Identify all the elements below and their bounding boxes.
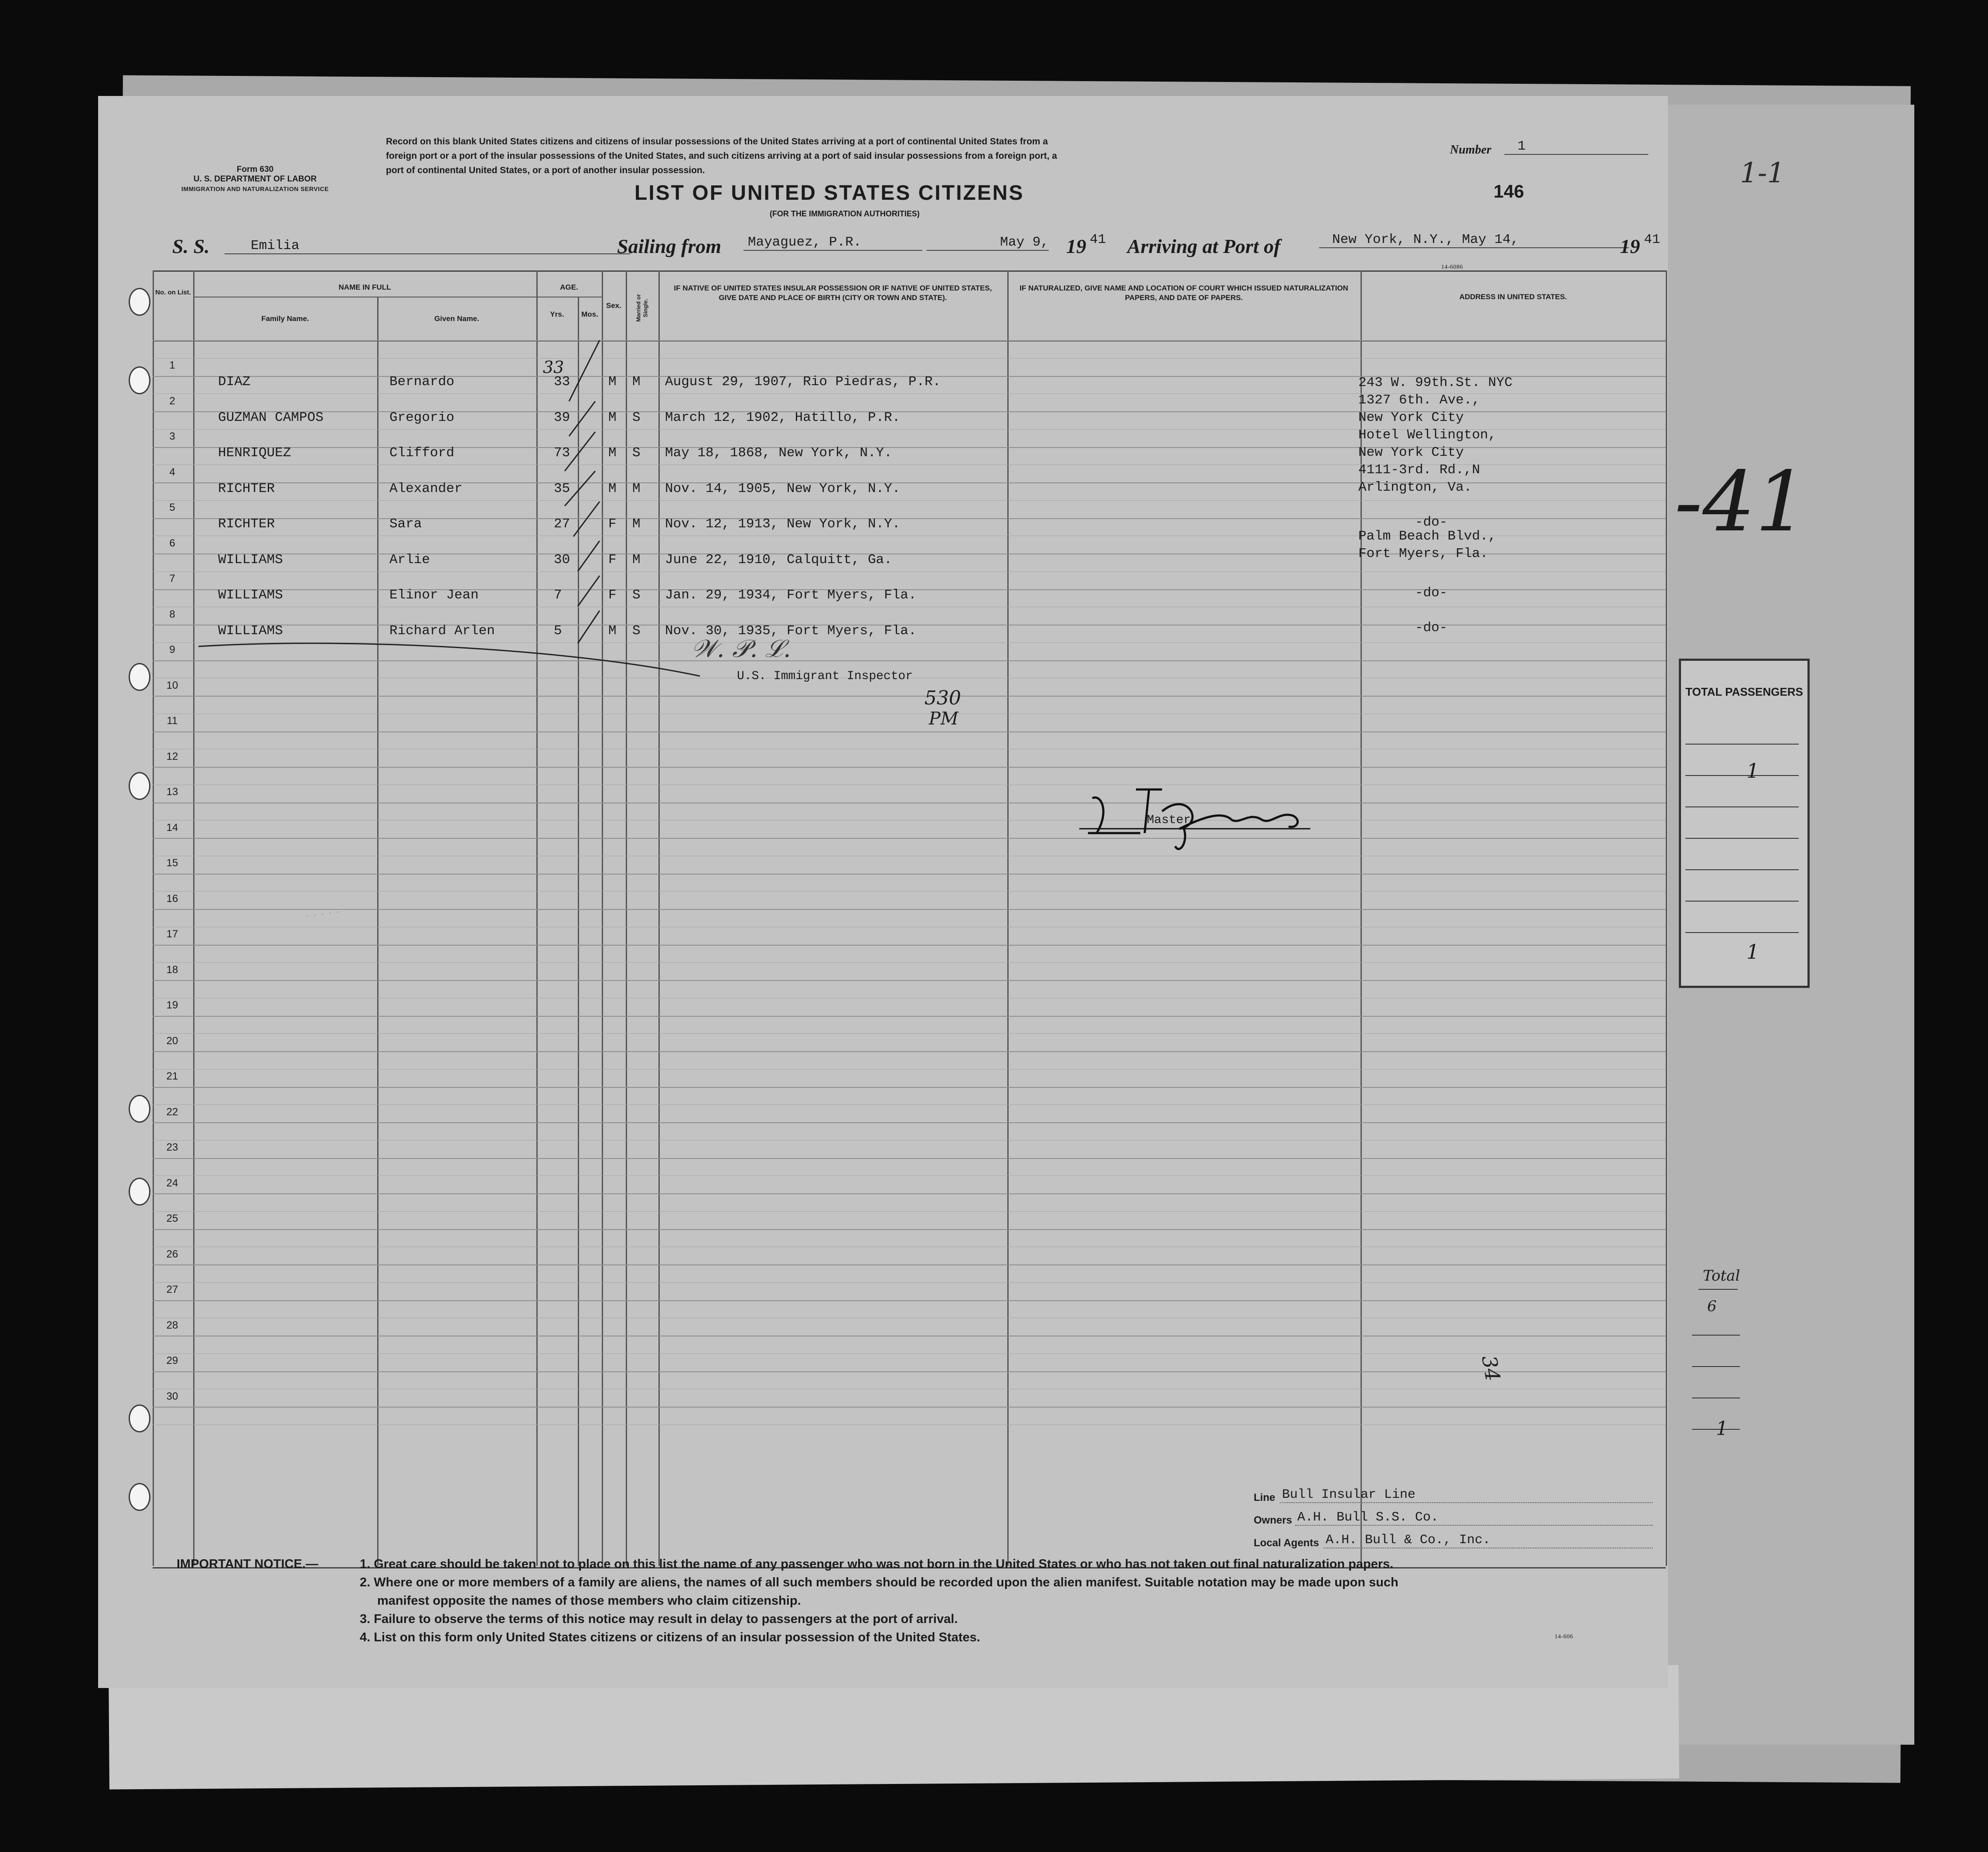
tick-mark <box>578 541 600 571</box>
row-subrule <box>153 1069 1666 1070</box>
given-name: Arlie <box>389 552 430 567</box>
address-line: -do- <box>1415 515 1448 530</box>
time-note: 530 <box>924 687 961 709</box>
given-name: Bernardo <box>389 374 454 390</box>
owners-label: Owners <box>1254 1514 1292 1526</box>
line-value: Bull Insular Line <box>1280 1487 1653 1503</box>
marital-status: S <box>632 588 641 603</box>
arrival-year-prefix: 19 <box>1620 235 1640 257</box>
birth-date-place: March 12, 1902, Hatillo, P.R. <box>665 410 900 425</box>
age-years: 30 <box>554 552 570 567</box>
margin-mark-mid: -41 <box>1674 454 1808 550</box>
row-rule <box>153 1193 1666 1194</box>
marital-status: S <box>632 410 641 425</box>
ship-name: Emilia <box>225 238 630 254</box>
col-header-family: Family Name. <box>261 314 309 323</box>
given-name: Sara <box>389 516 422 532</box>
row-number: 4 <box>169 466 175 478</box>
col-header-sex: Sex. <box>606 301 621 310</box>
time-note-pm: PM <box>929 709 958 729</box>
col-header-native: IF NATIVE OF UNITED STATES INSULAR POSSESSION OR IF NATIVE OF UNITED STATES, GIVE DATE AND PLACE OF BIRTH (CITY OR TOWN AND STATE). <box>674 284 992 302</box>
row-subrule <box>153 1353 1666 1354</box>
marital-status: M <box>632 516 641 532</box>
family-name: RICHTER <box>218 516 275 532</box>
margin-mark-top: 1-1 <box>1740 157 1785 189</box>
total-label: Total <box>1703 1267 1740 1285</box>
total-box-rule <box>1685 838 1799 839</box>
age-years: 7 <box>554 588 562 603</box>
row-number: 6 <box>169 537 175 549</box>
address-line: New York City <box>1358 445 1464 460</box>
closing-line <box>198 643 700 676</box>
col-header-married: Married or Single. <box>635 294 649 322</box>
instruction-line: foreign port or a port of the insular possessions of the United States, and such citizens arriving at a port of said insular possessions from a foreign port, a <box>386 151 1057 161</box>
family-name: WILLIAMS <box>218 623 283 639</box>
sex: F <box>608 552 617 567</box>
row-rule <box>153 1016 1666 1017</box>
total-box-rule <box>1685 869 1799 870</box>
sex: M <box>608 445 617 461</box>
row-rule <box>153 1087 1666 1088</box>
sex: F <box>608 516 617 532</box>
punch-hole <box>129 1095 150 1123</box>
family-name: WILLIAMS <box>218 552 283 567</box>
col-header-name: NAME IN FULL <box>338 283 391 291</box>
col-header-no: No. on List. <box>155 289 191 296</box>
master-signature <box>1075 772 1319 859</box>
row-rule <box>153 909 1666 910</box>
row-number: 22 <box>166 1106 178 1118</box>
row-subrule <box>153 1140 1666 1141</box>
row-number: 3 <box>169 431 175 442</box>
row-number: 14 <box>166 821 178 834</box>
col-header-naturalized: IF NATURALIZED, GIVE NAME AND LOCATION OF COURT WHICH ISSUED NATURALIZATION PAPERS, AND DATE OF PAPERS. <box>1020 284 1348 302</box>
form-number: Form 630 <box>236 165 274 174</box>
faint-stamp: · · · · · <box>304 905 341 924</box>
row-number: 19 <box>166 999 178 1011</box>
col-header-yrs: Yrs. <box>550 310 564 318</box>
birth-date-place: Jan. 29, 1934, Fort Myers, Fla. <box>665 588 917 603</box>
notice-item: 2. Where one or more members of a family are aliens, the names of all such members should be recorded upon the alien manifest. Suitable notation may be made upon such <box>360 1575 1398 1589</box>
notice-code: 14-606 <box>1555 1633 1573 1640</box>
age-years: 39 <box>554 410 570 425</box>
row-number: 23 <box>166 1141 178 1153</box>
address-line: Arlington, Va. <box>1358 480 1472 495</box>
number-value: 1 <box>1504 139 1648 155</box>
row-rule <box>153 1158 1666 1159</box>
age-years: 35 <box>554 481 570 496</box>
given-name: Richard Arlen <box>389 623 495 639</box>
row-rule <box>153 1122 1666 1123</box>
row-number: 2 <box>169 395 175 407</box>
ink-marks <box>98 96 1668 837</box>
sheet-number: 146 <box>1494 181 1524 202</box>
marital-status: M <box>632 552 641 567</box>
row-subrule <box>153 1033 1666 1034</box>
owners-value: A.H. Bull S.S. Co. <box>1295 1510 1653 1526</box>
row-subrule <box>153 962 1666 963</box>
manifest-page <box>98 96 1668 1688</box>
row-subrule <box>153 1104 1666 1105</box>
row-number: 25 <box>166 1213 178 1224</box>
row-number: 17 <box>166 928 178 940</box>
marital-status: M <box>632 374 641 390</box>
row-number: 29 <box>166 1355 178 1367</box>
instruction-line: port of continental United States, or a port of another insular possession. <box>386 165 705 175</box>
birth-date-place: May 18, 1868, New York, N.Y. <box>665 445 892 461</box>
row-rule <box>153 874 1666 875</box>
given-name: Elinor Jean <box>389 588 479 603</box>
col-header-address: ADDRESS IN UNITED STATES. <box>1459 293 1567 301</box>
ss-label: S. S. <box>172 235 210 257</box>
row-number: 26 <box>166 1248 178 1260</box>
row-rule <box>153 838 1666 839</box>
page-title: LIST OF UNITED STATES CITIZENS <box>634 181 1024 205</box>
row-number: 16 <box>166 892 178 905</box>
page-mark: 34 <box>1477 1353 1505 1383</box>
address-line: 243 W. 99th.St. NYC <box>1358 375 1513 390</box>
notice-item: 4. List on this form only United States citizens or citizens of an insular possession of the United States. <box>360 1630 980 1644</box>
col-header-mos: Mos. <box>581 310 598 318</box>
tally-rule <box>1692 1366 1740 1367</box>
family-name: HENRIQUEZ <box>218 445 291 461</box>
notice-item: 1. Great care should be taken not to place on this list the name of any passenger who was not born in the United States or who has not taken out final naturalization papers. <box>360 1557 1394 1571</box>
notice-item: manifest opposite the names of those members who claim citizenship. <box>377 1594 801 1608</box>
department-name: U. S. DEPARTMENT OF LABOR <box>193 174 317 184</box>
birth-date-place: Nov. 14, 1905, New York, N.Y. <box>665 481 900 496</box>
address-line: Hotel Wellington, <box>1358 427 1497 443</box>
marital-status: M <box>632 481 641 496</box>
master-label: Master <box>1147 813 1191 827</box>
row-subrule <box>153 1175 1666 1176</box>
row-number: 13 <box>166 786 178 798</box>
address-line: 1327 6th. Ave., <box>1358 393 1480 408</box>
total-box-rule <box>1685 901 1799 902</box>
marital-status: S <box>632 445 641 461</box>
tick-mark <box>569 401 595 436</box>
row-number: 11 <box>167 715 178 727</box>
row-number: 30 <box>166 1390 178 1402</box>
notice-heading: IMPORTANT NOTICE.— <box>177 1557 318 1571</box>
given-name: Clifford <box>389 445 454 461</box>
family-name: DIAZ <box>218 374 251 390</box>
tick-mark <box>573 502 600 536</box>
sex: M <box>608 410 617 425</box>
row-rule <box>153 1229 1666 1230</box>
row-number: 7 <box>169 573 175 584</box>
sex: F <box>608 588 617 603</box>
row-number: 28 <box>166 1319 178 1331</box>
row-rule <box>153 980 1666 981</box>
row-number: 8 <box>169 608 175 620</box>
row-rule <box>153 1371 1666 1372</box>
birth-date-place: Nov. 30, 1935, Fort Myers, Fla. <box>665 623 917 639</box>
address-line: 4111-3rd. Rd.,N <box>1358 462 1480 478</box>
row-rule <box>153 1264 1666 1265</box>
total-box-title: TOTAL PASSENGERS <box>1685 685 1803 698</box>
address-line: -do- <box>1415 620 1448 636</box>
sex: M <box>608 374 617 390</box>
total-passengers-box <box>1679 659 1810 988</box>
service-name: IMMIGRATION AND NATURALIZATION SERVICE <box>181 185 329 192</box>
total-value: 6 <box>1707 1298 1717 1315</box>
total-box-rule <box>1685 806 1799 807</box>
total-box-rule <box>1685 932 1799 933</box>
punch-hole <box>129 1483 150 1511</box>
punch-hole <box>129 1404 150 1432</box>
row-rule <box>153 1407 1666 1408</box>
tally-mark: 1 <box>1716 1418 1728 1440</box>
departure-year-prefix: 19 <box>1066 235 1086 257</box>
sex: M <box>608 481 617 496</box>
row-number: 1 <box>169 359 175 371</box>
page-subtitle: (FOR THE IMMIGRATION AUTHORITIES) <box>770 209 920 218</box>
tick-mark <box>565 432 595 471</box>
row-number: 18 <box>166 964 178 976</box>
agents-value: A.H. Bull & Co., Inc. <box>1323 1533 1653 1548</box>
row-number: 10 <box>166 679 178 691</box>
address-line: New York City <box>1358 410 1464 425</box>
printer-code: 14-6086 <box>1441 264 1463 270</box>
family-name: WILLIAMS <box>218 588 283 603</box>
departure-port: Mayaguez, P.R. <box>743 235 922 251</box>
notice-body <box>360 1555 1668 1647</box>
tally-rule <box>1692 1335 1740 1336</box>
row-number: 27 <box>166 1284 178 1295</box>
age-years: 73 <box>554 445 570 461</box>
col-header-age: AGE. <box>560 283 578 291</box>
row-number: 9 <box>169 644 175 656</box>
line-label: Line <box>1254 1492 1275 1503</box>
birth-date-place: Nov. 12, 1913, New York, N.Y. <box>665 516 900 532</box>
given-name: Gregorio <box>389 410 454 425</box>
row-number: 20 <box>166 1035 178 1047</box>
row-number: 15 <box>166 857 178 869</box>
row-subrule <box>153 1211 1666 1212</box>
row-rule <box>153 1051 1666 1052</box>
tick-mark <box>578 576 600 606</box>
row-number: 5 <box>169 502 175 513</box>
row-number: 21 <box>166 1070 178 1082</box>
tick-mark <box>578 611 600 643</box>
age-years: 33 <box>554 374 570 390</box>
row-number: 24 <box>166 1177 178 1189</box>
sex: M <box>608 623 617 639</box>
row-rule <box>153 945 1666 946</box>
age-years: 5 <box>554 623 562 639</box>
inspector-signature: 𝒲. 𝒫. ℒ. <box>691 635 791 663</box>
departure-year: 41 <box>1090 232 1106 247</box>
number-label: Number <box>1450 143 1491 157</box>
birth-date-place: June 22, 1910, Calquitt, Ga. <box>665 552 892 567</box>
row-number: 12 <box>166 750 178 762</box>
inspector-title: U.S. Immigrant Inspector <box>737 670 913 683</box>
address-line: Fort Myers, Fla. <box>1358 546 1488 561</box>
tick-mark <box>569 340 600 401</box>
tally-mark: 1 <box>1746 940 1760 964</box>
birth-date-place: August 29, 1907, Rio Piedras, P.R. <box>665 374 941 390</box>
address-line: -do- <box>1415 585 1448 601</box>
address-line: Palm Beach Blvd., <box>1358 529 1497 544</box>
tick-mark <box>565 471 595 506</box>
punch-hole <box>129 1178 150 1206</box>
notice-item: 3. Failure to observe the terms of this notice may result in delay to passengers at the port of arrival. <box>360 1612 958 1626</box>
row-rule <box>153 1300 1666 1301</box>
total-box-rule <box>1685 744 1799 745</box>
total-box-rule <box>1685 775 1799 776</box>
family-name: RICHTER <box>218 481 275 496</box>
sailing-label: Sailing from <box>617 235 722 257</box>
tally-mark: 1 <box>1746 759 1760 782</box>
marital-status: S <box>632 623 641 639</box>
arrival-year: 41 <box>1644 232 1661 247</box>
departure-date: May 9, <box>927 235 1049 251</box>
age-correction: 33 <box>543 358 564 377</box>
family-name: GUZMAN CAMPOS <box>218 410 324 425</box>
col-header-given: Given Name. <box>434 314 479 323</box>
arriving-label: Arriving at Port of <box>1127 235 1281 257</box>
instruction-line: Record on this blank United States citizens and citizens of insular possessions of the United States arriving at a port of continental United States from a <box>386 137 1048 147</box>
agents-label: Local Agents <box>1254 1537 1319 1549</box>
row-subrule <box>153 891 1666 892</box>
given-name: Alexander <box>389 481 463 496</box>
arrival-port-date: New York, N.Y., May 14, <box>1319 232 1629 248</box>
total-rule <box>1698 1289 1738 1290</box>
row-subrule <box>153 1282 1666 1283</box>
age-years: 27 <box>554 516 570 532</box>
